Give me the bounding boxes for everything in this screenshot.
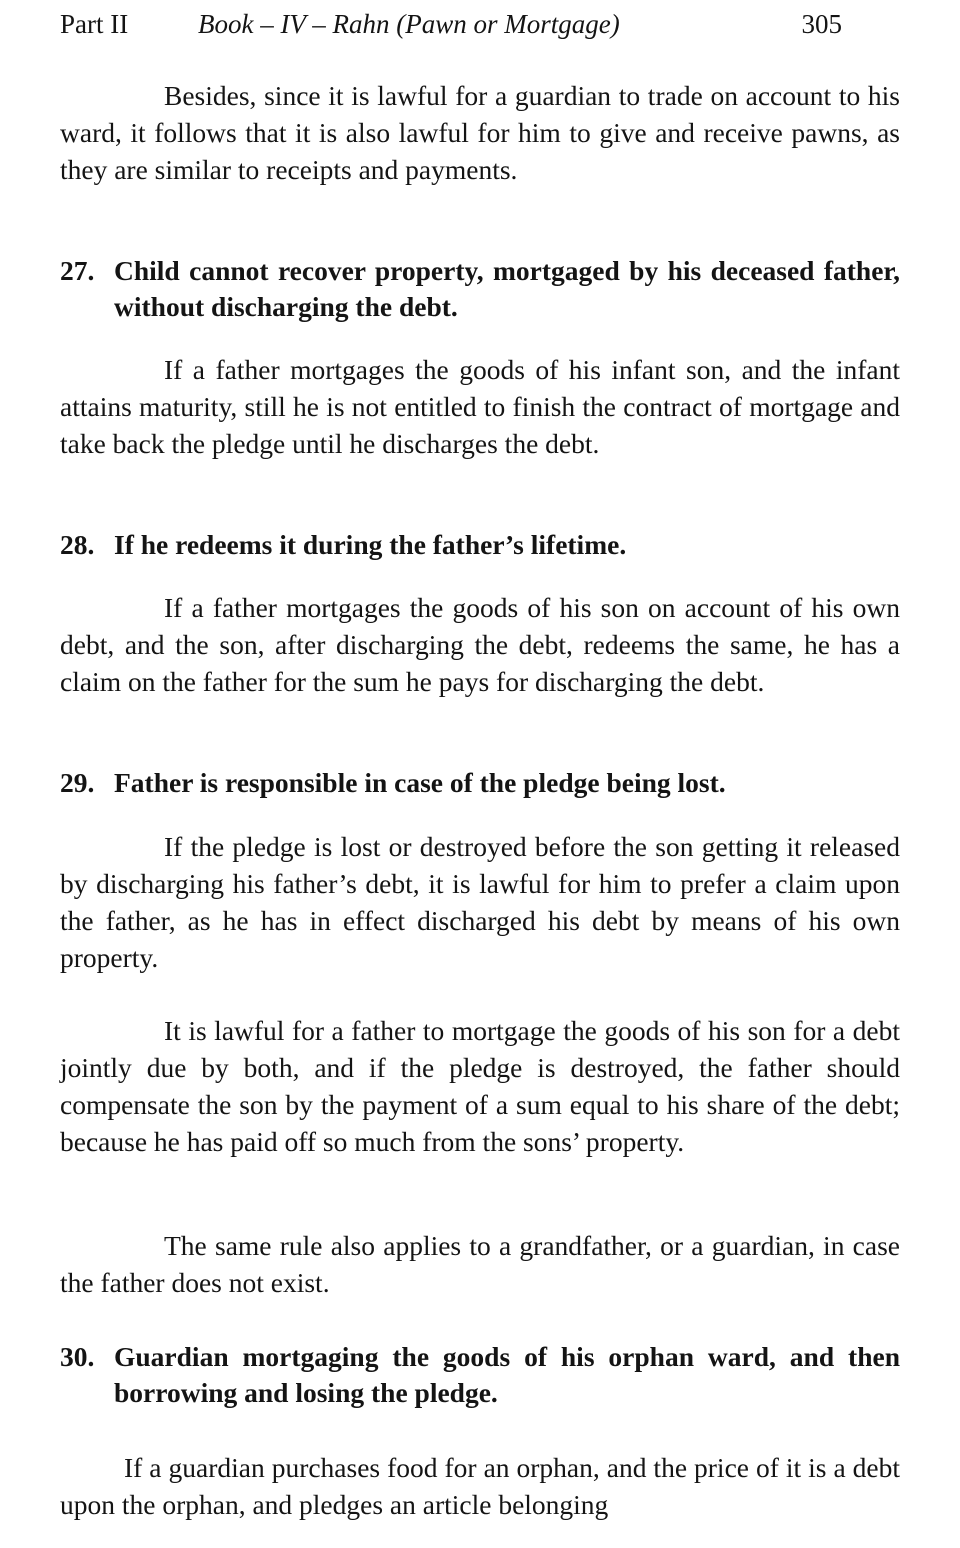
- section-28-title: If he redeems it during the father’s lifetime.: [114, 529, 627, 560]
- section-30-title: Guardian mortgaging the goods of his orphan ward, and then borrowing and losing the pledge.: [114, 1341, 900, 1408]
- section-29-heading: [60, 765, 900, 801]
- section-29-paragraph-1: If the pledge is lost or destroyed before the son getting it released by discharging his father’s debt, it is lawful for him to prefer a claim upon the father, as he has in effect discharged his debt by means of his own property.: [60, 831, 900, 973]
- section-27-number: 27.: [60, 255, 95, 286]
- section-30-heading: [60, 1339, 900, 1411]
- header-part: Part II: [60, 9, 129, 39]
- intro-paragraph: Besides, since it is lawful for a guardian to trade on account to his ward, it follows that it is also lawful for him to give and receive pawns, as they are similar to receipts and payments.: [60, 80, 900, 185]
- section-27-paragraph: If a father mortgages the goods of his infant son, and the infant attains maturity, still he is not entitled to finish the contract of mortgage and take back the pledge until he discharges the debt.: [60, 354, 900, 459]
- section-30-number: 30.: [60, 1341, 95, 1372]
- section-27-heading: [60, 253, 900, 325]
- section-29-paragraph-2: It is lawful for a father to mortgage the goods of his son for a debt jointly due by both, and if the pledge is destroyed, the father should compensate the son by the payment of a sum equal to his share of the debt; because he has paid off so much from the sons’ property.: [60, 1015, 900, 1157]
- running-header: [60, 4, 842, 44]
- section-28-number: 28.: [60, 529, 95, 560]
- section-28-paragraph: If a father mortgages the goods of his son on account of his own debt, and the son, after discharging the debt, redeems the same, he has a claim on the father for the sum he pays for discharging the debt.: [60, 592, 900, 697]
- section-29-title: Father is responsible in case of the pledge being lost.: [114, 767, 726, 798]
- section-30-paragraph: If a guardian purchases food for an orphan, and the price of it is a debt upon the orphan, and pledges an article belonging: [60, 1452, 900, 1520]
- page-number: 305: [801, 9, 842, 39]
- section-27-title: Child cannot recover property, mortgaged by his deceased father, without discharging the debt.: [114, 255, 900, 322]
- header-book-title: Book – IV – Rahn (Pawn or Mortgage): [198, 9, 620, 39]
- section-28-heading: [60, 527, 900, 563]
- section-29-paragraph-3: The same rule also applies to a grandfather, or a guardian, in case the father does not exist.: [60, 1230, 900, 1298]
- section-29-number: 29.: [60, 767, 95, 798]
